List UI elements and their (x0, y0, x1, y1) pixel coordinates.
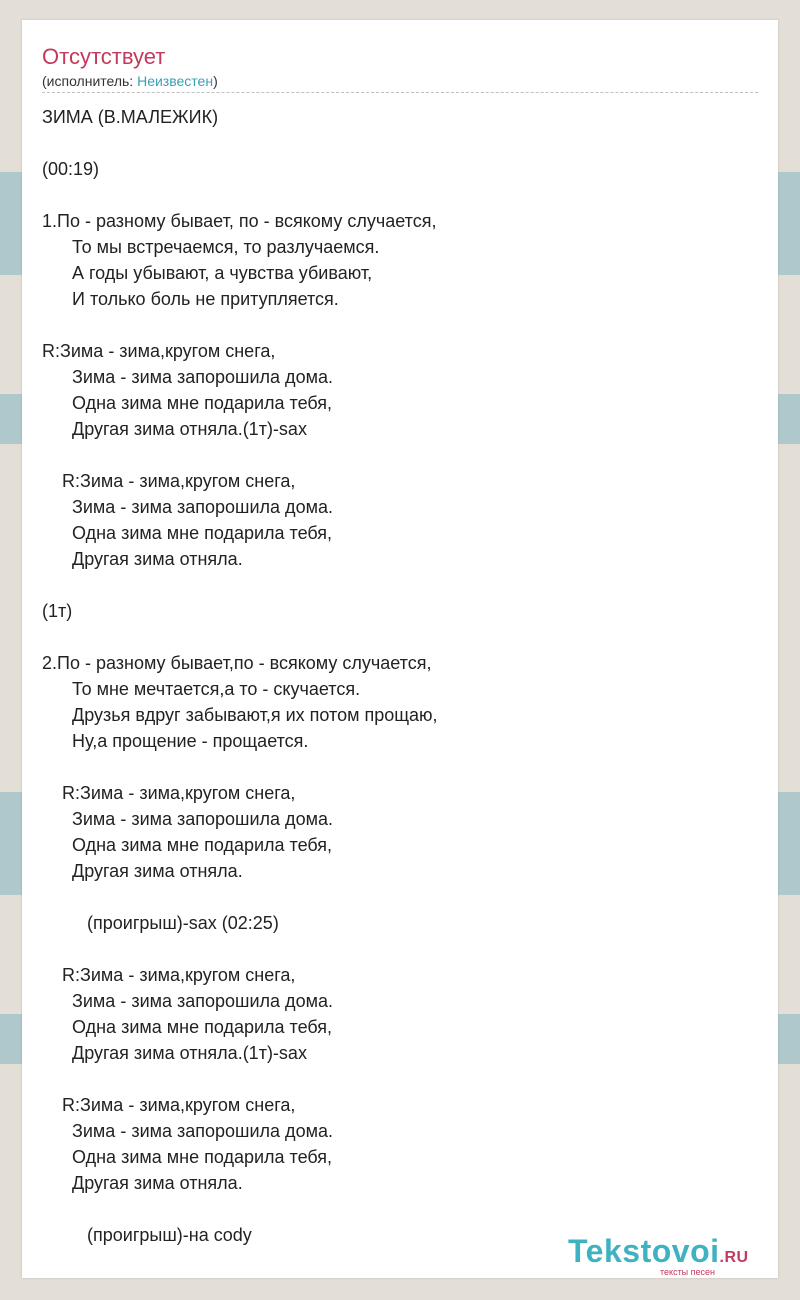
performer-line (42, 72, 218, 90)
logo-wordmark (568, 1232, 749, 1277)
performer-prefix: (исполнитель: (42, 73, 138, 89)
site-logo[interactable] (568, 1232, 778, 1278)
logo-name: Tekstovoi (568, 1233, 720, 1269)
logo-tagline: тексты песен (660, 1267, 716, 1277)
song-title: Отсутствует (42, 44, 166, 69)
logo-domain: .RU (719, 1249, 749, 1266)
lyrics-card (22, 20, 778, 1278)
artist-link[interactable]: Неизвестен (137, 73, 214, 89)
performer-suffix: ) (213, 73, 218, 89)
lyrics-text: ЗИМА (В.МАЛЕЖИК) (00:19) 1.По - разному бывает, по - всякому случается, То мы встречаемся, то разлучаемся. А годы убывают, а чувства убивают, И только боль не притупляется. R:Зима - зима,кругом снега, Зима - зима запорошила дома. Одна зима мне подарила тебя, Другая зима отняла.(1т)-sax R:Зима - зима,кругом снега, Зима - зима запорошила дома. Одна зима мне подарила тебя, Другая зима отняла. (1т) 2.По - разному бывает,по - всякому случается, То мне мечтается,а то - скучается. Друзья вдруг забывают,я их потом прощаю, Ну,а прощение - прощается. R:Зима - зима,кругом снега, Зима - зима запорошила дома. Одна зима мне подарила тебя, Другая зима отняла. (проигрыш)-sax (02:25) R:Зима - зима,кругом снега, Зима - зима запорошила дома. Одна зима мне подарила тебя, Другая зима отняла.(1т)-sax R:Зима - зима,кругом снега, Зима - зима запорошила дома. Одна зима мне подарила тебя, Другая зима отняла. (проигрыш)-на cody (42, 107, 438, 1245)
dashed-divider (42, 92, 758, 93)
